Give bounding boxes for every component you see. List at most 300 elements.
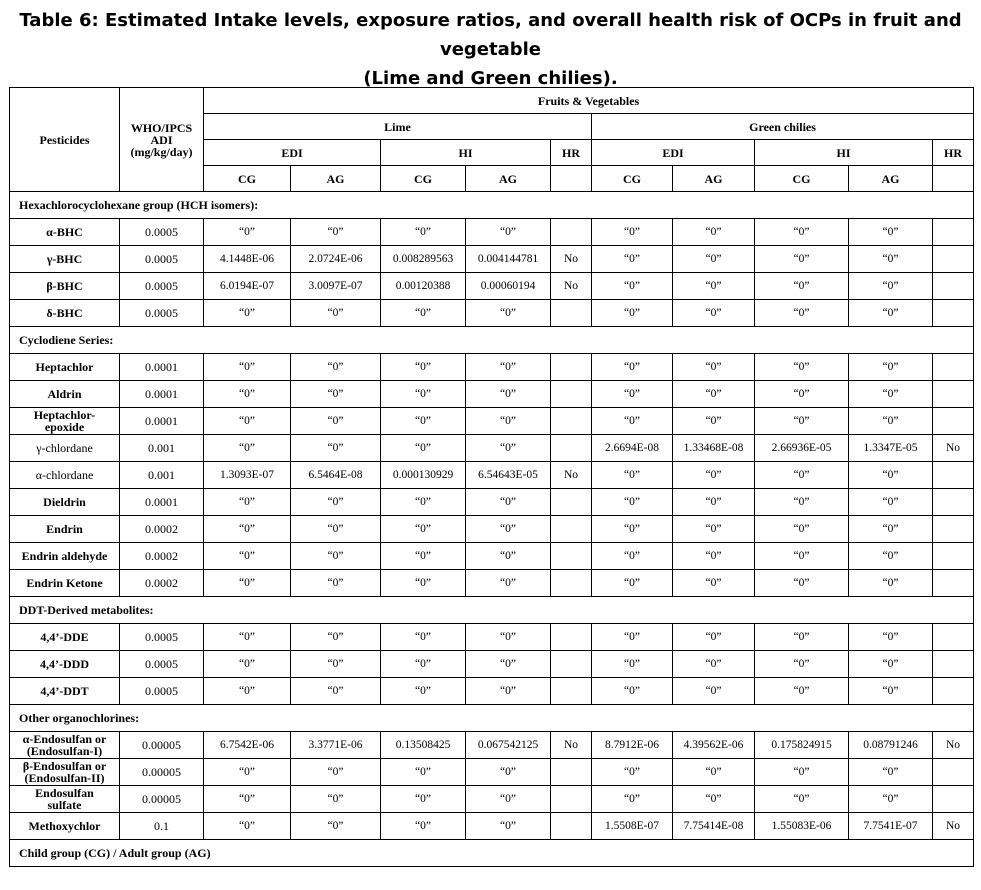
lime-hi-cg: “0” bbox=[381, 219, 466, 246]
adi-value: 0.0005 bbox=[120, 219, 204, 246]
lime-hr: No bbox=[551, 246, 592, 273]
lime-hr bbox=[551, 759, 592, 786]
adi-value: 0.0001 bbox=[120, 408, 204, 435]
chili-hi-ag: “0” bbox=[849, 273, 933, 300]
chili-hr bbox=[933, 516, 974, 543]
adi-value: 0.00005 bbox=[120, 759, 204, 786]
chili-hi-cg: “0” bbox=[755, 624, 849, 651]
adi-value: 0.0005 bbox=[120, 678, 204, 705]
chili-hr bbox=[933, 489, 974, 516]
lime-hr bbox=[551, 435, 592, 462]
table-row bbox=[10, 543, 974, 570]
chili-edi-cg: “0” bbox=[592, 246, 673, 273]
header-lime-hi: HI bbox=[381, 140, 551, 166]
lime-hi-cg: “0” bbox=[381, 354, 466, 381]
table-row bbox=[10, 300, 974, 327]
lime-hr bbox=[551, 219, 592, 246]
chili-hr bbox=[933, 219, 974, 246]
chili-edi-ag: 1.33468E-08 bbox=[673, 435, 755, 462]
chili-hi-ag: “0” bbox=[849, 462, 933, 489]
adi-value: 0.00005 bbox=[120, 786, 204, 813]
pesticide-name-line: (Endosulfan-II) bbox=[24, 771, 105, 785]
chili-edi-cg: “0” bbox=[592, 516, 673, 543]
lime-edi-cg: “0” bbox=[204, 678, 291, 705]
chili-hr bbox=[933, 570, 974, 597]
chili-hi-ag: “0” bbox=[849, 219, 933, 246]
lime-edi-cg: 6.0194E-07 bbox=[204, 273, 291, 300]
pesticide-name-line: α-Endosulfan or bbox=[22, 732, 107, 746]
lime-hi-ag: “0” bbox=[466, 678, 551, 705]
chili-hr bbox=[933, 354, 974, 381]
pesticide-name bbox=[10, 678, 120, 705]
pesticide-name bbox=[10, 354, 120, 381]
lime-hi-cg: “0” bbox=[381, 813, 466, 840]
chili-hi-ag: “0” bbox=[849, 408, 933, 435]
lime-edi-cg: “0” bbox=[204, 786, 291, 813]
caption-line-2: (Lime and Green chilies). bbox=[363, 68, 618, 89]
pesticide-name bbox=[10, 408, 120, 435]
adi-value: 0.0005 bbox=[120, 246, 204, 273]
lime-hi-ag: “0” bbox=[466, 759, 551, 786]
adi-value: 0.0005 bbox=[120, 300, 204, 327]
lime-edi-ag: 2.0724E-06 bbox=[291, 246, 381, 273]
lime-edi-ag: “0” bbox=[291, 543, 381, 570]
lime-hi-ag: “0” bbox=[466, 570, 551, 597]
header-adi-line-3: (mg/kg/day) bbox=[130, 144, 193, 159]
chili-edi-ag: “0” bbox=[673, 570, 755, 597]
group-heading: Other organochlorines: bbox=[10, 705, 974, 732]
chili-hi-ag: “0” bbox=[849, 246, 933, 273]
lime-hr bbox=[551, 300, 592, 327]
lime-hr bbox=[551, 516, 592, 543]
pesticide-name-line: (Endosulfan-I) bbox=[26, 744, 103, 758]
lime-hi-cg: “0” bbox=[381, 543, 466, 570]
pesticide-name-line: Heptachlor bbox=[35, 360, 94, 374]
chili-hi-ag: “0” bbox=[849, 624, 933, 651]
chili-edi-cg: “0” bbox=[592, 273, 673, 300]
chili-hr: No bbox=[933, 732, 974, 759]
chili-hr bbox=[933, 651, 974, 678]
chili-hr bbox=[933, 462, 974, 489]
pesticide-name bbox=[10, 813, 120, 840]
pesticide-name-line: α-chlordane bbox=[35, 468, 94, 482]
lime-hi-cg: “0” bbox=[381, 786, 466, 813]
lime-hi-cg: “0” bbox=[381, 759, 466, 786]
adi-value: 0.0001 bbox=[120, 489, 204, 516]
header-lime-hr: HR bbox=[551, 140, 592, 166]
chili-edi-ag: 4.39562E-06 bbox=[673, 732, 755, 759]
header-chili-hi: HI bbox=[755, 140, 933, 166]
lime-hi-ag: 0.00060194 bbox=[466, 273, 551, 300]
lime-edi-ag: 3.0097E-07 bbox=[291, 273, 381, 300]
header-adi bbox=[120, 88, 204, 192]
caption-line-1: Table 6: Estimated Intake levels, exposure ratios, and overall health risk of OCPs in fruit and vegetable bbox=[19, 10, 962, 60]
lime-edi-ag: “0” bbox=[291, 651, 381, 678]
chili-edi-ag: “0” bbox=[673, 381, 755, 408]
pesticide-name-line: δ-BHC bbox=[46, 306, 83, 320]
chili-edi-cg: 8.7912E-06 bbox=[592, 732, 673, 759]
lime-hi-ag: 6.54643E-05 bbox=[466, 462, 551, 489]
adi-value: 0.0005 bbox=[120, 273, 204, 300]
chili-hr bbox=[933, 273, 974, 300]
lime-hi-ag: “0” bbox=[466, 381, 551, 408]
lime-hr bbox=[551, 570, 592, 597]
lime-edi-cg: “0” bbox=[204, 219, 291, 246]
chili-hi-cg: “0” bbox=[755, 381, 849, 408]
lime-hr: No bbox=[551, 273, 592, 300]
chili-hi-cg: “0” bbox=[755, 516, 849, 543]
lime-edi-ag: “0” bbox=[291, 759, 381, 786]
pesticide-name bbox=[10, 489, 120, 516]
chili-hr bbox=[933, 678, 974, 705]
lime-edi-cg: 4.1448E-06 bbox=[204, 246, 291, 273]
pesticide-name-line: 4,4’-DDE bbox=[40, 630, 89, 644]
group-heading: DDT-Derived metabolites: bbox=[10, 597, 974, 624]
table-row bbox=[10, 651, 974, 678]
pesticide-name-line: γ-BHC bbox=[46, 252, 83, 266]
lime-hi-cg: “0” bbox=[381, 489, 466, 516]
pesticide-name-line: Endrin aldehyde bbox=[21, 549, 108, 563]
lime-hi-cg: 0.008289563 bbox=[381, 246, 466, 273]
chili-hi-ag: “0” bbox=[849, 678, 933, 705]
adi-value: 0.0005 bbox=[120, 624, 204, 651]
pesticide-name bbox=[10, 786, 120, 813]
pesticide-name bbox=[10, 759, 120, 786]
table-row bbox=[10, 570, 974, 597]
lime-hi-ag: “0” bbox=[466, 354, 551, 381]
lime-hr bbox=[551, 678, 592, 705]
lime-hr bbox=[551, 381, 592, 408]
chili-hi-ag: “0” bbox=[849, 381, 933, 408]
chili-edi-ag: “0” bbox=[673, 489, 755, 516]
chili-hi-cg: “0” bbox=[755, 651, 849, 678]
chili-edi-ag: “0” bbox=[673, 408, 755, 435]
header-adi-line-1: WHO/IPCS bbox=[130, 120, 193, 135]
lime-hi-ag: 0.067542125 bbox=[466, 732, 551, 759]
table-row bbox=[10, 354, 974, 381]
lime-edi-ag: “0” bbox=[291, 678, 381, 705]
table-row bbox=[10, 408, 974, 435]
pesticide-name-line: Endosulfan bbox=[35, 786, 94, 800]
pesticide-name-line: α-BHC bbox=[46, 225, 83, 239]
chili-edi-cg: “0” bbox=[592, 624, 673, 651]
chili-edi-cg: “0” bbox=[592, 570, 673, 597]
lime-edi-ag: “0” bbox=[291, 624, 381, 651]
lime-edi-ag: “0” bbox=[291, 354, 381, 381]
lime-hi-ag: “0” bbox=[466, 651, 551, 678]
chili-edi-ag: “0” bbox=[673, 624, 755, 651]
chili-hi-ag: “0” bbox=[849, 516, 933, 543]
table-row bbox=[10, 759, 974, 786]
chili-hi-ag: “0” bbox=[849, 651, 933, 678]
lime-hr: No bbox=[551, 462, 592, 489]
chili-edi-cg: “0” bbox=[592, 759, 673, 786]
lime-edi-cg: “0” bbox=[204, 435, 291, 462]
lime-hi-cg: “0” bbox=[381, 435, 466, 462]
pesticide-name-line: sulfate bbox=[47, 798, 82, 812]
chili-hi-ag: “0” bbox=[849, 759, 933, 786]
chili-hi-cg: “0” bbox=[755, 219, 849, 246]
lime-hi-ag: “0” bbox=[466, 408, 551, 435]
header-chili-hr-blank bbox=[933, 166, 974, 192]
header-chili-edi: EDI bbox=[592, 140, 755, 166]
header-chili-edi-cg: CG bbox=[592, 166, 673, 192]
lime-hr bbox=[551, 651, 592, 678]
chili-hi-cg: “0” bbox=[755, 354, 849, 381]
table-footnote: Child group (CG) / Adult group (AG) bbox=[10, 840, 974, 867]
pesticide-name-line: Dieldrin bbox=[43, 495, 86, 509]
chili-hr bbox=[933, 543, 974, 570]
lime-edi-cg: “0” bbox=[204, 543, 291, 570]
chili-edi-ag: “0” bbox=[673, 786, 755, 813]
lime-edi-ag: “0” bbox=[291, 813, 381, 840]
lime-hi-cg: “0” bbox=[381, 516, 466, 543]
adi-value: 0.001 bbox=[120, 462, 204, 489]
chili-hi-cg: “0” bbox=[755, 543, 849, 570]
chili-edi-cg: “0” bbox=[592, 678, 673, 705]
chili-edi-ag: 7.75414E-08 bbox=[673, 813, 755, 840]
pesticide-name bbox=[10, 462, 120, 489]
header-lime-hi-ag: AG bbox=[466, 166, 551, 192]
lime-hr bbox=[551, 543, 592, 570]
chili-edi-cg: “0” bbox=[592, 408, 673, 435]
header-adi-line-2: ADI bbox=[150, 132, 173, 147]
lime-edi-cg: “0” bbox=[204, 570, 291, 597]
chili-hr bbox=[933, 300, 974, 327]
lime-hr: No bbox=[551, 732, 592, 759]
lime-hi-cg: “0” bbox=[381, 624, 466, 651]
header-lime-hi-cg: CG bbox=[381, 166, 466, 192]
lime-hi-ag: “0” bbox=[466, 543, 551, 570]
chili-hr bbox=[933, 246, 974, 273]
chili-hi-cg: “0” bbox=[755, 246, 849, 273]
chili-hi-cg: “0” bbox=[755, 489, 849, 516]
table-row bbox=[10, 246, 974, 273]
chili-hr bbox=[933, 381, 974, 408]
lime-edi-cg: “0” bbox=[204, 381, 291, 408]
lime-hi-ag: “0” bbox=[466, 624, 551, 651]
lime-hr bbox=[551, 624, 592, 651]
pesticide-name bbox=[10, 732, 120, 759]
lime-edi-ag: “0” bbox=[291, 435, 381, 462]
lime-hi-cg: “0” bbox=[381, 651, 466, 678]
table-row bbox=[10, 381, 974, 408]
table-row bbox=[10, 732, 974, 759]
lime-edi-cg: 1.3093E-07 bbox=[204, 462, 291, 489]
chili-hi-ag: 7.7541E-07 bbox=[849, 813, 933, 840]
pesticide-name bbox=[10, 435, 120, 462]
lime-edi-ag: “0” bbox=[291, 408, 381, 435]
adi-value: 0.0002 bbox=[120, 516, 204, 543]
lime-hi-cg: 0.000130929 bbox=[381, 462, 466, 489]
pesticide-name-line: 4,4’-DDD bbox=[40, 657, 89, 671]
adi-value: 0.0001 bbox=[120, 381, 204, 408]
pesticide-name bbox=[10, 624, 120, 651]
chili-hi-cg: “0” bbox=[755, 759, 849, 786]
lime-edi-cg: “0” bbox=[204, 516, 291, 543]
adi-value: 0.1 bbox=[120, 813, 204, 840]
chili-edi-ag: “0” bbox=[673, 651, 755, 678]
pesticide-name bbox=[10, 516, 120, 543]
adi-value: 0.0002 bbox=[120, 570, 204, 597]
chili-hi-cg: “0” bbox=[755, 462, 849, 489]
chili-hi-ag: “0” bbox=[849, 570, 933, 597]
table-row bbox=[10, 435, 974, 462]
chili-hr bbox=[933, 786, 974, 813]
pesticide-name-line: β-Endosulfan or bbox=[22, 759, 107, 773]
chili-edi-ag: “0” bbox=[673, 462, 755, 489]
pesticide-name-line: β-BHC bbox=[46, 279, 83, 293]
header-chili-hi-ag: AG bbox=[849, 166, 933, 192]
lime-hi-ag: “0” bbox=[466, 435, 551, 462]
chili-edi-cg: 2.6694E-08 bbox=[592, 435, 673, 462]
header-fruits-vegetables: Fruits & Vegetables bbox=[204, 88, 974, 114]
chili-edi-cg: “0” bbox=[592, 300, 673, 327]
lime-hi-cg: 0.13508425 bbox=[381, 732, 466, 759]
lime-hi-ag: 0.004144781 bbox=[466, 246, 551, 273]
chili-hi-cg: “0” bbox=[755, 408, 849, 435]
lime-edi-cg: “0” bbox=[204, 759, 291, 786]
lime-edi-ag: “0” bbox=[291, 786, 381, 813]
chili-edi-cg: “0” bbox=[592, 381, 673, 408]
chili-edi-ag: “0” bbox=[673, 246, 755, 273]
table-row bbox=[10, 489, 974, 516]
chili-edi-cg: “0” bbox=[592, 462, 673, 489]
header-lime-edi-ag: AG bbox=[291, 166, 381, 192]
chili-hr bbox=[933, 408, 974, 435]
lime-edi-cg: “0” bbox=[204, 408, 291, 435]
lime-hi-cg: “0” bbox=[381, 678, 466, 705]
chili-hi-cg: “0” bbox=[755, 786, 849, 813]
lime-hi-ag: “0” bbox=[466, 786, 551, 813]
pesticide-name-line: 4,4’-DDT bbox=[40, 684, 89, 698]
table-row bbox=[10, 786, 974, 813]
chili-hi-cg: “0” bbox=[755, 273, 849, 300]
pesticide-name bbox=[10, 300, 120, 327]
chili-edi-cg: “0” bbox=[592, 786, 673, 813]
pesticide-name-line: Heptachlor- bbox=[33, 408, 96, 422]
chili-hr: No bbox=[933, 435, 974, 462]
chili-edi-ag: “0” bbox=[673, 543, 755, 570]
header-green-chilies: Green chilies bbox=[592, 114, 974, 140]
pesticide-name-line: γ-chlordane bbox=[36, 441, 93, 455]
adi-value: 0.00005 bbox=[120, 732, 204, 759]
table-row bbox=[10, 678, 974, 705]
lime-hi-ag: “0” bbox=[466, 489, 551, 516]
chili-edi-ag: “0” bbox=[673, 273, 755, 300]
table-caption bbox=[0, 6, 981, 93]
lime-hi-cg: “0” bbox=[381, 408, 466, 435]
lime-hr bbox=[551, 408, 592, 435]
lime-hi-cg: “0” bbox=[381, 300, 466, 327]
lime-edi-cg: “0” bbox=[204, 624, 291, 651]
lime-hr bbox=[551, 489, 592, 516]
ocp-risk-table bbox=[9, 87, 974, 867]
chili-hi-ag: “0” bbox=[849, 354, 933, 381]
pesticide-name-line: Methoxychlor bbox=[28, 819, 101, 833]
chili-edi-ag: “0” bbox=[673, 516, 755, 543]
pesticide-name-line: Endrin bbox=[46, 522, 83, 536]
header-lime: Lime bbox=[204, 114, 592, 140]
header-chili-edi-ag: AG bbox=[673, 166, 755, 192]
pesticide-name bbox=[10, 651, 120, 678]
lime-hi-cg: 0.00120388 bbox=[381, 273, 466, 300]
lime-edi-ag: “0” bbox=[291, 219, 381, 246]
chili-hr bbox=[933, 759, 974, 786]
chili-hi-ag: 0.08791246 bbox=[849, 732, 933, 759]
lime-edi-cg: 6.7542E-06 bbox=[204, 732, 291, 759]
lime-edi-ag: “0” bbox=[291, 570, 381, 597]
lime-edi-ag: 6.5464E-08 bbox=[291, 462, 381, 489]
lime-edi-ag: “0” bbox=[291, 516, 381, 543]
chili-hi-ag: 1.3347E-05 bbox=[849, 435, 933, 462]
pesticide-name bbox=[10, 246, 120, 273]
pesticide-name-line: Aldrin bbox=[47, 387, 82, 401]
lime-hi-cg: “0” bbox=[381, 570, 466, 597]
table-row bbox=[10, 813, 974, 840]
table-row bbox=[10, 462, 974, 489]
chili-hi-cg: “0” bbox=[755, 570, 849, 597]
pesticide-name bbox=[10, 273, 120, 300]
lime-hr bbox=[551, 813, 592, 840]
table-row bbox=[10, 219, 974, 246]
chili-hr bbox=[933, 624, 974, 651]
header-pesticides: Pesticides bbox=[10, 88, 120, 192]
chili-hi-cg: “0” bbox=[755, 300, 849, 327]
chili-edi-ag: “0” bbox=[673, 678, 755, 705]
pesticide-name bbox=[10, 570, 120, 597]
chili-hi-ag: “0” bbox=[849, 543, 933, 570]
table-row bbox=[10, 624, 974, 651]
chili-edi-cg: “0” bbox=[592, 489, 673, 516]
chili-edi-cg: “0” bbox=[592, 219, 673, 246]
lime-edi-ag: “0” bbox=[291, 300, 381, 327]
lime-hi-cg: “0” bbox=[381, 381, 466, 408]
lime-edi-ag: “0” bbox=[291, 381, 381, 408]
adi-value: 0.0002 bbox=[120, 543, 204, 570]
chili-edi-ag: “0” bbox=[673, 300, 755, 327]
adi-value: 0.0001 bbox=[120, 354, 204, 381]
chili-hi-ag: “0” bbox=[849, 786, 933, 813]
chili-hi-ag: “0” bbox=[849, 300, 933, 327]
chili-edi-ag: “0” bbox=[673, 759, 755, 786]
lime-hi-ag: “0” bbox=[466, 516, 551, 543]
chili-hi-ag: “0” bbox=[849, 489, 933, 516]
chili-hr: No bbox=[933, 813, 974, 840]
chili-hi-cg: 0.175824915 bbox=[755, 732, 849, 759]
chili-edi-ag: “0” bbox=[673, 219, 755, 246]
lime-hr bbox=[551, 786, 592, 813]
header-lime-edi: EDI bbox=[204, 140, 381, 166]
lime-edi-cg: “0” bbox=[204, 651, 291, 678]
adi-value: 0.001 bbox=[120, 435, 204, 462]
pesticide-name bbox=[10, 381, 120, 408]
lime-edi-cg: “0” bbox=[204, 489, 291, 516]
lime-edi-ag: 3.3771E-06 bbox=[291, 732, 381, 759]
adi-value: 0.0005 bbox=[120, 651, 204, 678]
lime-hi-ag: “0” bbox=[466, 300, 551, 327]
lime-edi-cg: “0” bbox=[204, 300, 291, 327]
lime-hi-ag: “0” bbox=[466, 813, 551, 840]
chili-hi-cg: 2.66936E-05 bbox=[755, 435, 849, 462]
chili-edi-cg: “0” bbox=[592, 543, 673, 570]
group-heading: Cyclodiene Series: bbox=[10, 327, 974, 354]
chili-edi-cg: “0” bbox=[592, 651, 673, 678]
header-lime-edi-cg: CG bbox=[204, 166, 291, 192]
pesticide-name-line: Endrin Ketone bbox=[26, 576, 103, 590]
pesticide-name-line: epoxide bbox=[44, 420, 85, 434]
group-heading: Hexachlorocyclohexane group (HCH isomers): bbox=[10, 192, 974, 219]
